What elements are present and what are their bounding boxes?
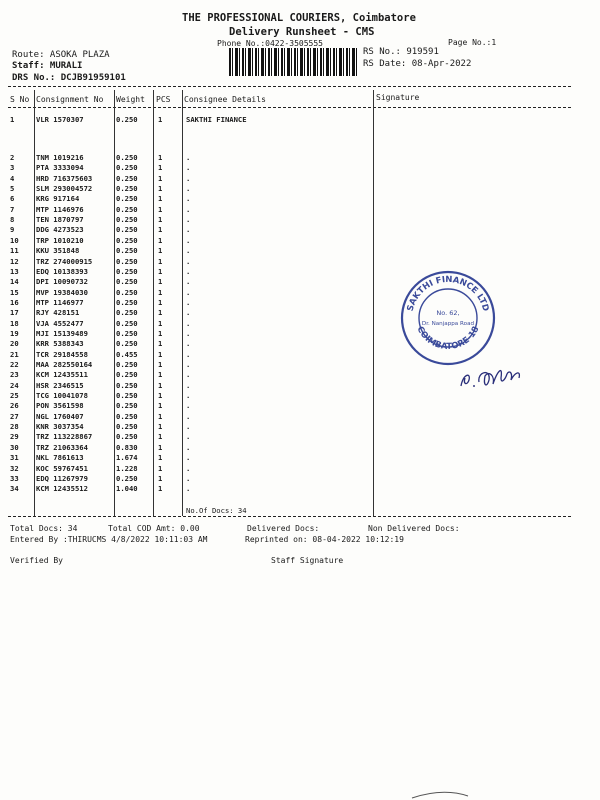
cell-sno: 33 — [10, 473, 19, 483]
delivered-docs: Delivered Docs: — [247, 524, 320, 533]
cell-sno: 14 — [10, 277, 19, 287]
cell-consignee: . — [186, 235, 191, 245]
cell-consignee: . — [186, 370, 191, 380]
cell-pcs: 1 — [158, 349, 163, 359]
cell-weight: 0.250 — [116, 411, 138, 421]
cell-consignment-no: TEN 1870797 — [36, 215, 84, 225]
cell-sno: 25 — [10, 391, 19, 401]
cell-consignment-no: PTA 3333094 — [36, 163, 84, 173]
cell-consignment-no: DDG 4273523 — [36, 225, 84, 235]
total-cod-amount: Total COD Amt: 0.00 — [108, 524, 200, 533]
cell-consignee: . — [186, 360, 191, 369]
cell-consignee: . — [186, 256, 191, 266]
route-label: Route: ASOKA PLAZA — [12, 50, 110, 60]
cell-weight: 0.250 — [116, 391, 138, 401]
cell-pcs: 1 — [158, 256, 163, 266]
cell-consignee: SAKTHI FINANCE — [186, 115, 247, 124]
cell-weight: 0.250 — [116, 115, 138, 124]
cell-weight: 0.250 — [116, 380, 138, 390]
cell-weight: 0.830 — [116, 442, 138, 452]
cell-consignment-no: TRP 1010210 — [36, 235, 84, 245]
cell-sno: 24 — [10, 380, 19, 390]
cell-consignee: . — [186, 277, 191, 287]
stamp-address-line1: No. 62, — [436, 309, 460, 317]
cell-consignee: . — [186, 484, 191, 494]
cell-pcs: 1 — [158, 287, 163, 297]
entered-by: Entered By :THIRUCMS 4/8/2022 10:11:03 AM — [10, 535, 208, 544]
cell-weight: 0.250 — [116, 360, 138, 369]
cell-weight: 0.250 — [116, 432, 138, 442]
staff-signature: Staff Signature — [271, 556, 344, 565]
cell-pcs: 1 — [158, 380, 163, 390]
cell-pcs: 1 — [158, 401, 163, 411]
phone-number: Phone No.:0422-3505555 — [217, 39, 323, 48]
cell-weight: 0.250 — [116, 422, 138, 432]
cell-weight: 0.250 — [116, 256, 138, 266]
cell-sno: 12 — [10, 256, 19, 266]
cell-pcs: 1 — [158, 204, 163, 214]
barcode — [229, 48, 359, 76]
cell-weight: 0.250 — [116, 339, 138, 349]
th-sno: S No — [10, 95, 30, 104]
cell-sno: 21 — [10, 349, 19, 359]
cell-sno: 3 — [10, 163, 15, 173]
cell-pcs: 1 — [158, 194, 163, 204]
th-consignment: Consignment No — [36, 95, 104, 104]
cell-consignee: . — [186, 297, 191, 307]
cell-consignee: . — [186, 266, 191, 276]
table-top-rule — [8, 86, 571, 87]
cell-consignee: . — [186, 422, 191, 432]
rs-date: RS Date: 08-Apr-2022 — [363, 59, 472, 69]
cell-weight: 0.250 — [116, 370, 138, 380]
cell-pcs: 1 — [158, 215, 163, 225]
cell-sno: 15 — [10, 287, 19, 297]
cell-consignment-no: MJI 15139489 — [36, 328, 88, 338]
cell-pcs: 1 — [158, 432, 163, 442]
cell-consignment-no: MAA 282550164 — [36, 360, 93, 369]
svg-text:COIMBATORE-18 — [415, 325, 482, 352]
cell-consignee: . — [186, 391, 191, 401]
cell-sno: 22 — [10, 360, 19, 369]
cell-pcs: 1 — [158, 235, 163, 245]
cell-consignment-no: NGL 1760407 — [36, 411, 84, 421]
cell-sno: 34 — [10, 484, 19, 494]
cell-consignment-no: MVP 19384030 — [36, 287, 88, 297]
cell-weight: 0.250 — [116, 173, 138, 183]
cell-weight: 1.228 — [116, 463, 138, 473]
scan-artifact — [410, 788, 470, 800]
cell-weight: 0.250 — [116, 163, 138, 173]
cell-sno: 29 — [10, 432, 19, 442]
cell-consignment-no: RJY 428151 — [36, 308, 80, 318]
cell-consignee: . — [186, 473, 191, 483]
stamp-bottom-text: COIMBATORE-18 — [414, 324, 482, 353]
cell-sno: 28 — [10, 422, 19, 432]
cell-pcs: 1 — [158, 318, 163, 328]
cell-consignment-no: KRR 5388343 — [36, 339, 84, 349]
cell-consignment-no: KOC 59767451 — [36, 463, 88, 473]
cell-consignment-no: PON 3561598 — [36, 401, 84, 411]
cell-consignment-no: TRZ 274000915 — [36, 256, 93, 266]
cell-weight: 0.250 — [116, 308, 138, 318]
cell-pcs: 1 — [158, 328, 163, 338]
cell-pcs: 1 — [158, 163, 163, 173]
runsheet-subtitle: Delivery Runsheet - CMS — [229, 26, 375, 38]
cell-weight: 0.250 — [116, 153, 138, 162]
cell-weight: 0.250 — [116, 246, 138, 256]
rs-number: RS No.: 919591 — [363, 47, 439, 57]
cell-pcs: 1 — [158, 473, 163, 483]
stamp-address-line2: Dr. Nanjappa Road — [421, 321, 475, 327]
cell-pcs: 1 — [158, 360, 163, 369]
cell-weight: 0.250 — [116, 266, 138, 276]
cell-consignee: . — [186, 339, 191, 349]
cell-pcs: 1 — [158, 173, 163, 183]
cell-consignee: . — [186, 401, 191, 411]
cell-sno: 7 — [10, 204, 15, 214]
cell-consignment-no: VLR 1570307 — [36, 115, 84, 124]
th-pcs: PCS — [156, 95, 171, 104]
cell-consignee: . — [186, 246, 191, 256]
cell-consignment-no: KCM 12435512 — [36, 484, 88, 494]
cell-weight: 1.040 — [116, 484, 138, 494]
cell-sno: 20 — [10, 339, 19, 349]
cell-consignee: . — [186, 308, 191, 318]
cell-sno: 18 — [10, 318, 19, 328]
cell-consignee: . — [186, 194, 191, 204]
cell-consignee: . — [186, 442, 191, 452]
cell-weight: 0.250 — [116, 235, 138, 245]
cell-sno: 1 — [10, 115, 15, 124]
cell-consignee: . — [186, 163, 191, 173]
cell-sno: 32 — [10, 463, 19, 473]
cell-consignment-no: NKL 7861613 — [36, 453, 84, 463]
cell-pcs: 1 — [158, 308, 163, 318]
cell-consignment-no: HRD 716375603 — [36, 173, 93, 183]
cell-sno: 2 — [10, 153, 15, 162]
col-divider — [153, 90, 154, 516]
cell-consignment-no: MTP 1146977 — [36, 297, 84, 307]
cell-weight: 0.250 — [116, 215, 138, 225]
cell-consignee: . — [186, 432, 191, 442]
cell-sno: 16 — [10, 297, 19, 307]
cell-pcs: 1 — [158, 370, 163, 380]
cell-weight: 0.250 — [116, 277, 138, 287]
verified-by: Verified By — [10, 556, 63, 565]
th-consignee: Consignee Details — [184, 95, 266, 104]
col-divider — [182, 90, 183, 516]
cell-sno: 27 — [10, 411, 19, 421]
cell-pcs: 1 — [158, 153, 163, 162]
total-docs: Total Docs: 34 — [10, 524, 78, 533]
drs-number: DRS No.: DCJB91959101 — [12, 73, 126, 83]
non-delivered-docs: Non Delivered Docs: — [368, 524, 460, 533]
cell-pcs: 1 — [158, 184, 163, 194]
cell-consignee: . — [186, 287, 191, 297]
cell-consignment-no: KCM 12435511 — [36, 370, 88, 380]
cell-consignment-no: TCG 10041078 — [36, 391, 88, 401]
cell-weight: 0.455 — [116, 349, 138, 359]
cell-pcs: 1 — [158, 266, 163, 276]
company-title: THE PROFESSIONAL COURIERS, Coimbatore — [182, 12, 416, 24]
cell-consignment-no: TRZ 113228867 — [36, 432, 93, 442]
cell-consignee: . — [186, 349, 191, 359]
svg-text:SAKTHI FINANCE LTD — [406, 275, 491, 313]
cell-consignment-no: SLM 293004572 — [36, 184, 93, 194]
cell-pcs: 1 — [158, 339, 163, 349]
cell-consignee: . — [186, 184, 191, 194]
cell-weight: 0.250 — [116, 184, 138, 194]
cell-sno: 23 — [10, 370, 19, 380]
cell-weight: 0.250 — [116, 473, 138, 483]
staff-label: Staff: MURALI — [12, 61, 83, 71]
cell-pcs: 1 — [158, 277, 163, 287]
no-of-docs: No.Of Docs: 34 — [186, 506, 247, 515]
cell-pcs: 1 — [158, 453, 163, 463]
cell-consignment-no: DPI 10090732 — [36, 277, 88, 287]
cell-pcs: 1 — [158, 484, 163, 494]
cell-consignment-no: VJA 4552477 — [36, 318, 84, 328]
cell-consignee: . — [186, 173, 191, 183]
cell-pcs: 1 — [158, 115, 163, 124]
cell-weight: 0.250 — [116, 318, 138, 328]
table-header-rule — [8, 107, 571, 108]
table-bottom-rule — [8, 516, 571, 517]
cell-pcs: 1 — [158, 463, 163, 473]
cell-consignment-no: EDQ 11267979 — [36, 473, 88, 483]
th-signature: Signature — [376, 93, 420, 102]
cell-consignment-no: HSR 2346515 — [36, 380, 84, 390]
page-number: Page No.:1 — [448, 38, 497, 47]
col-divider — [34, 90, 35, 516]
cell-pcs: 1 — [158, 411, 163, 421]
reprinted-on: Reprinted on: 08-04-2022 10:12:19 — [245, 535, 404, 544]
cell-consignee: . — [186, 463, 191, 473]
cell-sno: 19 — [10, 328, 19, 338]
cell-consignment-no: KRG 917164 — [36, 194, 80, 204]
cell-consignee: . — [186, 318, 191, 328]
cell-consignee: . — [186, 328, 191, 338]
cell-sno: 26 — [10, 401, 19, 411]
cell-sno: 8 — [10, 215, 15, 225]
cell-consignee: . — [186, 453, 191, 463]
cell-consignment-no: TRZ 21063364 — [36, 442, 88, 452]
cell-sno: 13 — [10, 266, 19, 276]
cell-weight: 0.250 — [116, 287, 138, 297]
stamp-top-text: SAKTHI FINANCE LTD — [405, 274, 491, 313]
cell-consignment-no: KKU 351848 — [36, 246, 80, 256]
cell-consignee: . — [186, 215, 191, 225]
cell-pcs: 1 — [158, 442, 163, 452]
cell-consignee: . — [186, 204, 191, 214]
cell-consignment-no: TCR 29184558 — [36, 349, 88, 359]
cell-pcs: 1 — [158, 246, 163, 256]
cell-sno: 31 — [10, 453, 19, 463]
cell-weight: 0.250 — [116, 401, 138, 411]
handwritten-signature — [455, 350, 535, 400]
cell-pcs: 1 — [158, 297, 163, 307]
cell-consignee: . — [186, 411, 191, 421]
cell-sno: 10 — [10, 235, 19, 245]
cell-consignee: . — [186, 380, 191, 390]
cell-consignment-no: MTP 1146976 — [36, 204, 84, 214]
cell-sno: 11 — [10, 246, 19, 256]
cell-weight: 0.250 — [116, 297, 138, 307]
col-divider — [373, 90, 374, 516]
cell-weight: 0.250 — [116, 328, 138, 338]
cell-weight: 0.250 — [116, 225, 138, 235]
cell-weight: 1.674 — [116, 453, 138, 463]
cell-weight: 0.250 — [116, 204, 138, 214]
cell-pcs: 1 — [158, 391, 163, 401]
cell-weight: 0.250 — [116, 194, 138, 204]
cell-sno: 4 — [10, 173, 15, 183]
cell-sno: 6 — [10, 194, 15, 204]
cell-consignment-no: KNR 3037354 — [36, 422, 84, 432]
cell-consignment-no: TNM 1019216 — [36, 153, 84, 162]
cell-consignee: . — [186, 153, 191, 162]
th-weight: Weight — [116, 95, 145, 104]
cell-pcs: 1 — [158, 225, 163, 235]
cell-consignment-no: EDQ 10138393 — [36, 266, 88, 276]
cell-sno: 30 — [10, 442, 19, 452]
cell-sno: 9 — [10, 225, 15, 235]
col-divider — [114, 90, 115, 516]
cell-sno: 5 — [10, 184, 15, 194]
cell-pcs: 1 — [158, 422, 163, 432]
cell-sno: 17 — [10, 308, 19, 318]
cell-consignee: . — [186, 225, 191, 235]
